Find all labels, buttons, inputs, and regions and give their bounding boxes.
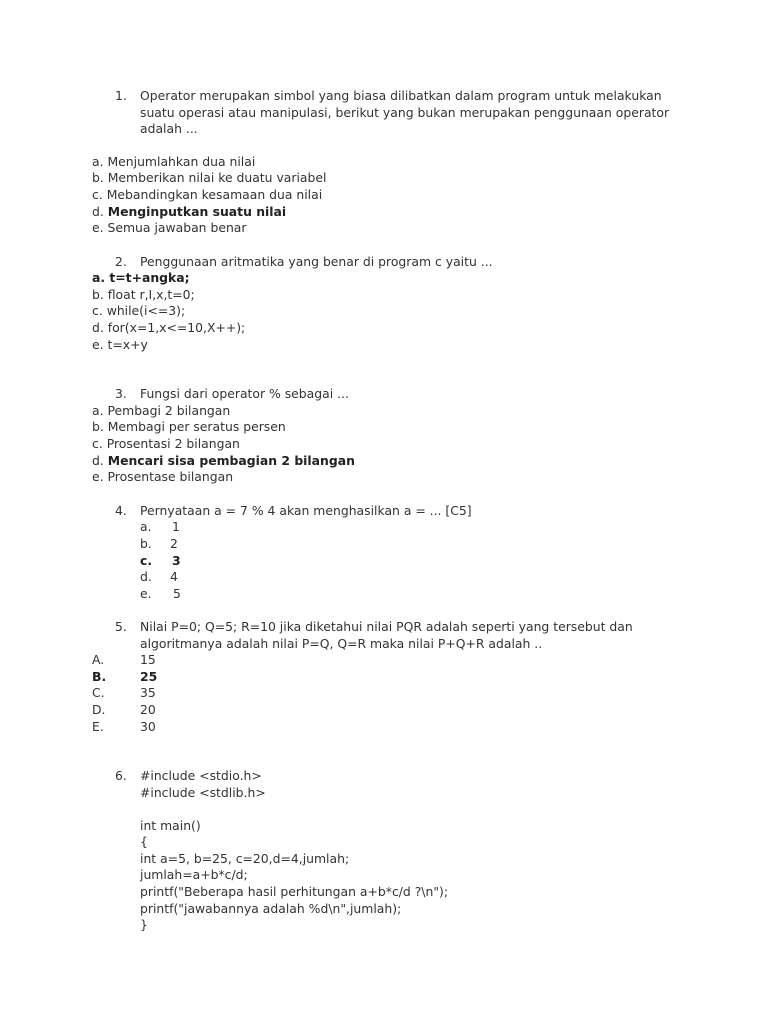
answer-option-text: c. Mebandingkan kesamaan dua nilai — [92, 187, 323, 202]
answer-option-text: a. t=t+angka; — [92, 270, 190, 285]
question-number: 5. — [115, 619, 127, 634]
answer-option-text: d. for(x=1,x<=10,X++); — [92, 320, 246, 335]
answer-option-letter: b. — [140, 536, 152, 551]
question-text: Pernyataan a = 7 % 4 akan menghasilkan a = ... [C5] — [140, 503, 472, 518]
answer-option-text: c. while(i<=3); — [92, 303, 186, 318]
answer-option-letter: D. — [92, 702, 106, 717]
answer-option-value: 4 — [170, 569, 178, 584]
answer-option-text: e. t=x+y — [92, 337, 148, 352]
question-number: 1. — [115, 88, 127, 103]
question-number: 4. — [115, 503, 127, 518]
question-text: suatu operasi atau manipulasi, berikut yang bukan merupakan penggunaan operator — [140, 105, 670, 120]
code-line: jumlah=a+b*c/d; — [140, 867, 248, 882]
question-number: 6. — [115, 768, 127, 783]
answer-option-value: 35 — [140, 685, 156, 700]
answer-option-wrapper — [92, 453, 355, 469]
code-line: #include <stdlib.h> — [140, 785, 266, 800]
answer-option-text: c. Prosentasi 2 bilangan — [92, 436, 240, 451]
question-number: 3. — [115, 386, 127, 401]
answer-option-letter: c. — [140, 553, 153, 568]
answer-option-text: a. Pembagi 2 bilangan — [92, 403, 231, 418]
answer-option-letter: E. — [92, 719, 104, 734]
answer-option-value: 2 — [170, 536, 178, 551]
answer-option-text: e. Prosentase bilangan — [92, 469, 234, 484]
answer-option-value: 3 — [172, 553, 181, 568]
answer-option-text: Mencari sisa pembagian 2 bilangan — [107, 453, 355, 468]
question-number: 2. — [115, 254, 127, 269]
answer-option-text: e. Semua jawaban benar — [92, 220, 247, 235]
question-text: algoritmanya adalah nilai P=Q, Q=R maka nilai P+Q+R adalah .. — [140, 636, 543, 651]
answer-option-letter: e. — [140, 586, 152, 601]
answer-option-letter: B. — [92, 669, 107, 684]
answer-option-text: Menginputkan suatu nilai — [107, 204, 287, 219]
answer-option-text: a. Menjumlahkan dua nilai — [92, 154, 256, 169]
code-line: printf("jawabannya adalah %d\n",jumlah); — [140, 901, 402, 916]
answer-option-letter: A. — [92, 652, 105, 667]
answer-option-wrapper — [92, 204, 286, 220]
code-line: int main() — [140, 818, 201, 833]
answer-option-value: 20 — [140, 702, 156, 717]
answer-option-value: 1 — [172, 519, 180, 534]
question-text: Penggunaan aritmatika yang benar di program c yaitu ... — [140, 254, 493, 269]
code-line: int a=5, b=25, c=20,d=4,jumlah; — [140, 851, 350, 866]
code-line: #include <stdio.h> — [140, 768, 262, 783]
question-text: adalah ... — [140, 121, 198, 136]
code-line: { — [140, 834, 148, 849]
question-text: Fungsi dari operator % sebagai ... — [140, 386, 349, 401]
answer-option-value: 5 — [173, 586, 181, 601]
answer-option-value: 15 — [140, 652, 156, 667]
answer-option-letter: a. — [140, 519, 152, 534]
code-line: printf("Beberapa hasil perhitungan a+b*c/d ?\n"); — [140, 884, 449, 899]
answer-option-value: 30 — [140, 719, 156, 734]
answer-option-letter: d. — [140, 569, 152, 584]
question-text: Operator merupakan simbol yang biasa dilibatkan dalam program untuk melakukan — [140, 88, 662, 103]
code-line: } — [140, 917, 148, 932]
question-text: Nilai P=0; Q=5; R=10 jika diketahui nilai PQR adalah seperti yang tersebut dan — [140, 619, 633, 634]
answer-option-prefix: d. — [92, 204, 108, 219]
answer-option-text: b. Memberikan nilai ke duatu variabel — [92, 170, 327, 185]
answer-option-value: 25 — [140, 669, 158, 684]
answer-option-text: b. Membagi per seratus persen — [92, 419, 286, 434]
answer-option-text: b. float r,I,x,t=0; — [92, 287, 195, 302]
answer-option-letter: C. — [92, 685, 105, 700]
answer-option-prefix: d. — [92, 453, 108, 468]
